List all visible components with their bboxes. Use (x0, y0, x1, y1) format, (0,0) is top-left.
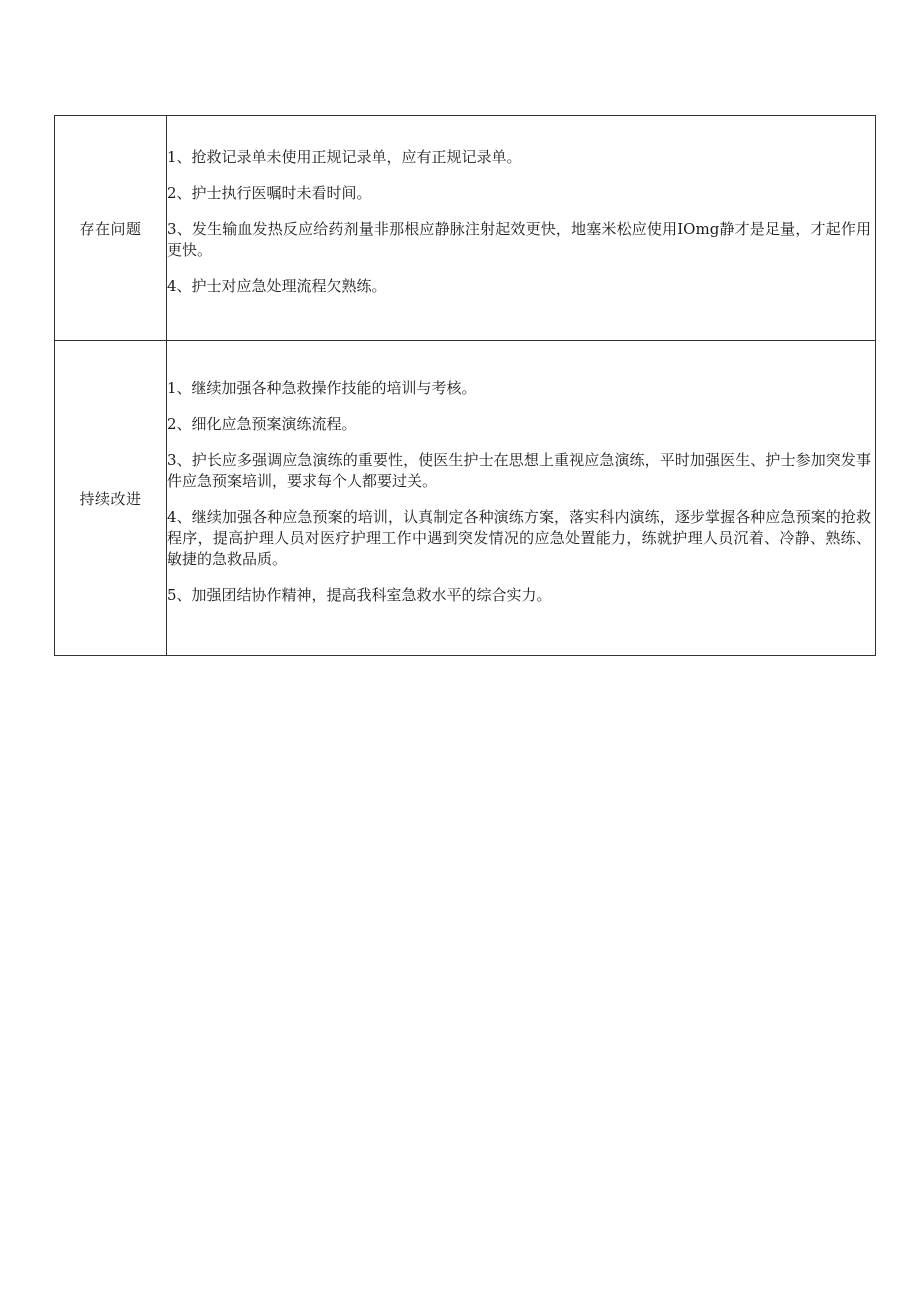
improvement-list (167, 372, 875, 624)
list-item: 5、加强团结协作精神，提高我科室急救水平的综合实力。 (167, 586, 552, 604)
row-label-issues: 存在问题 (55, 116, 167, 341)
list-item: 1、继续加强各种急救操作技能的培训与考核。 (167, 379, 477, 397)
row-content-improvement (167, 341, 876, 656)
list-item: 2、细化应急预案演练流程。 (167, 415, 357, 433)
row-label-improvement: 持续改进 (55, 341, 167, 656)
list-item: 4、继续加强各种应急预案的培训，认真制定各种演练方案，落实科内演练，逐步掌握各种应急预案的抢救程序，提高护理人员对医疗护理工作中遇到突发情况的应急处置能力，练就护理人员沉着、冷静、熟练、敏捷的急救品质。 (167, 508, 871, 568)
list-item: 3、发生输血发热反应给药剂量非那根应静脉注射起效更快，地塞米松应使用IOmg静才是足量，才起作用更快。 (167, 220, 871, 259)
table-row-improvement (55, 341, 876, 656)
list-item: 1、抢救记录单未使用正规记录单，应有正规记录单。 (167, 148, 522, 166)
list-item: 3、护长应多强调应急演练的重要性，使医生护士在思想上重视应急演练，平时加强医生、护士参加突发事件应急预案培训，要求每个人都要过关。 (167, 451, 871, 490)
list-item: 2、护士执行医嘱时未看时间。 (167, 184, 372, 202)
table-row-issues (55, 116, 876, 341)
report-table (54, 115, 876, 656)
list-item: 4、护士对应急处理流程欠熟练。 (167, 277, 387, 295)
issues-list (167, 141, 875, 315)
row-content-issues (167, 116, 876, 341)
